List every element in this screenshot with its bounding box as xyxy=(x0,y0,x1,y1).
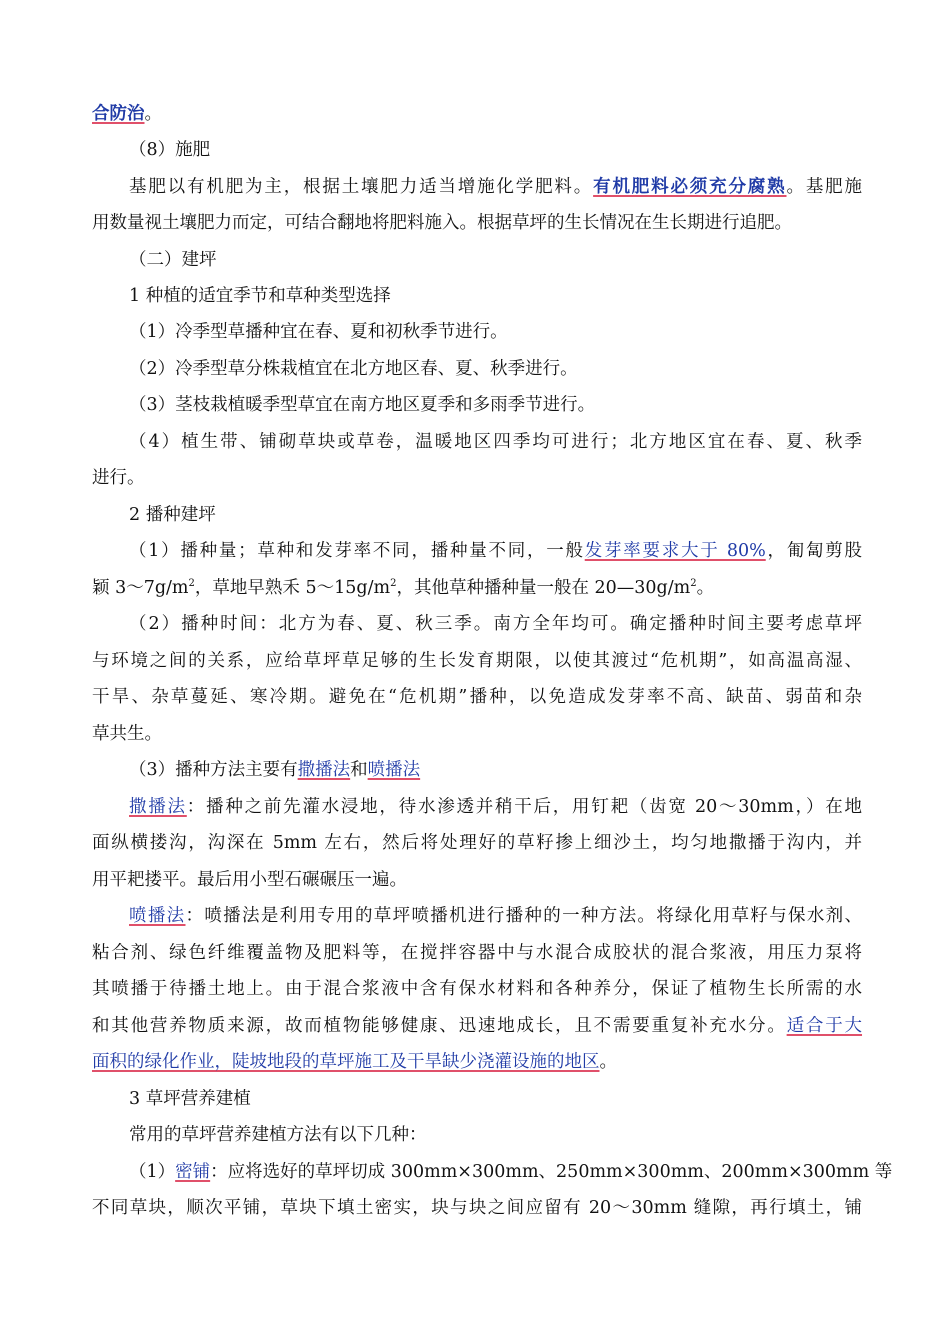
text-line: 用平耙搂平。最后用小型石碾碾压一遍。 xyxy=(92,870,407,890)
text-line: 合防治。 xyxy=(92,104,162,124)
text-line: 进行。 xyxy=(92,468,145,488)
list-item: （3）播种方法主要有撒播法和喷播法 xyxy=(129,760,421,780)
text-line: 用数量视土壤肥力而定，可结合翻地将肥料施入。根据草坪的生长情况在生长期进行追肥。 xyxy=(92,213,792,233)
section-heading: 3 草坪营养建植 xyxy=(129,1089,251,1109)
section-heading: 1 种植的适宜季节和草种类型选择 xyxy=(129,286,391,306)
list-item: （1）密铺：应将选好的草坪切成 300mm×300mm、250mm×300mm、200mm×300mm 等 xyxy=(129,1162,893,1182)
list-item: （4）植生带、铺砌草块或草卷，温暖地区四季均可进行；北方地区宜在春、夏、秋季 xyxy=(129,432,862,452)
text-line: 草共生。 xyxy=(92,724,162,744)
list-item: （1）冷季型草播种宜在春、夏和初秋季节进行。 xyxy=(129,322,508,342)
text-line: 与环境之间的关系，应给草坪草足够的生长发育期限，以使其渡过“危机期”，如高温高湿、 xyxy=(92,651,862,671)
highlighted-text[interactable]: 合防治 xyxy=(92,104,145,124)
text-line: 和其他营养物质来源，故而植物能够健康、迅速地成长，且不需要重复补充水分。适合于大 xyxy=(92,1016,863,1036)
highlighted-text[interactable]: 撒播法 xyxy=(129,797,187,817)
highlighted-text[interactable]: 密铺 xyxy=(175,1162,211,1182)
highlighted-text[interactable]: 发芽率要求大于 80% xyxy=(584,541,766,561)
text-line: 常用的草坪营养建植方法有以下几种： xyxy=(129,1125,427,1145)
section-heading: （8）施肥 xyxy=(129,140,211,160)
highlighted-text[interactable]: 适合于大 xyxy=(786,1016,863,1036)
list-item: （1）播种量；草种和发芽率不同，播种量不同，一般发芽率要求大于 80%，匍匐剪股 xyxy=(129,541,863,561)
section-heading: 2 播种建坪 xyxy=(129,505,216,525)
highlighted-text[interactable]: 喷播法 xyxy=(367,760,421,780)
highlighted-text[interactable]: 撒播法 xyxy=(297,760,351,780)
text-line: 撒播法：播种之前先灌水浸地，待水渗透并稍干后，用钉耙（齿宽 20～30mm，）在地 xyxy=(129,797,862,817)
text-line: 面积的绿化作业，陡坡地段的草坪施工及干旱缺少浇灌设施的地区。 xyxy=(92,1052,617,1072)
highlighted-text[interactable]: 面积的绿化作业，陡坡地段的草坪施工及干旱缺少浇灌设施的地区 xyxy=(92,1052,600,1072)
text-line: 面纵横搂沟，沟深在 5mm 左右，然后将处理好的草籽掺上细沙土，均匀地撒播于沟内，并 xyxy=(92,833,862,853)
list-item: （2）冷季型草分株栽植宜在北方地区春、夏、秋季进行。 xyxy=(129,359,578,379)
list-item: （3）茎枝栽植暖季型草宜在南方地区夏季和多雨季节进行。 xyxy=(129,395,596,415)
text-line: 喷播法：喷播法是利用专用的草坪喷播机进行播种的一种方法。将绿化用草籽与保水剂、 xyxy=(129,906,863,926)
section-heading: （二）建坪 xyxy=(129,250,217,270)
text-line: 颖 $3\sim 7g/m^2$，草地早熟禾 $5\sim 15g/m^2$，其他草种播种量一般在 $20—30g/m^2$。 xyxy=(92,578,715,598)
text-line: 不同草块，顺次平铺，草块下填土密实，块与块之间应留有 20～30mm 缝隙，再行填土，铺 xyxy=(92,1198,862,1218)
text-line: 粘合剂、绿色纤维覆盖物及肥料等，在搅拌容器中与水混合成胶状的混合浆液，用压力泵将 xyxy=(92,943,862,963)
text-line: 基肥以有机肥为主，根据土壤肥力适当增施化学肥料。有机肥料必须充分腐熟。基肥施 xyxy=(129,177,863,197)
list-item: （2）播种时间：北方为春、夏、秋三季。南方全年均可。确定播种时间主要考虑草坪 xyxy=(129,614,862,634)
text-line: 干旱、杂草蔓延、寒冷期。避免在“危机期”播种，以免造成发芽率不高、缺苗、弱苗和杂 xyxy=(92,687,862,707)
highlighted-text[interactable]: 有机肥料必须充分腐熟 xyxy=(593,177,787,197)
highlighted-text[interactable]: 喷播法 xyxy=(129,906,186,926)
text-line: 其喷播于待播土地上。由于混合浆液中含有保水材料和各种养分，保证了植物生长所需的水 xyxy=(92,979,862,999)
